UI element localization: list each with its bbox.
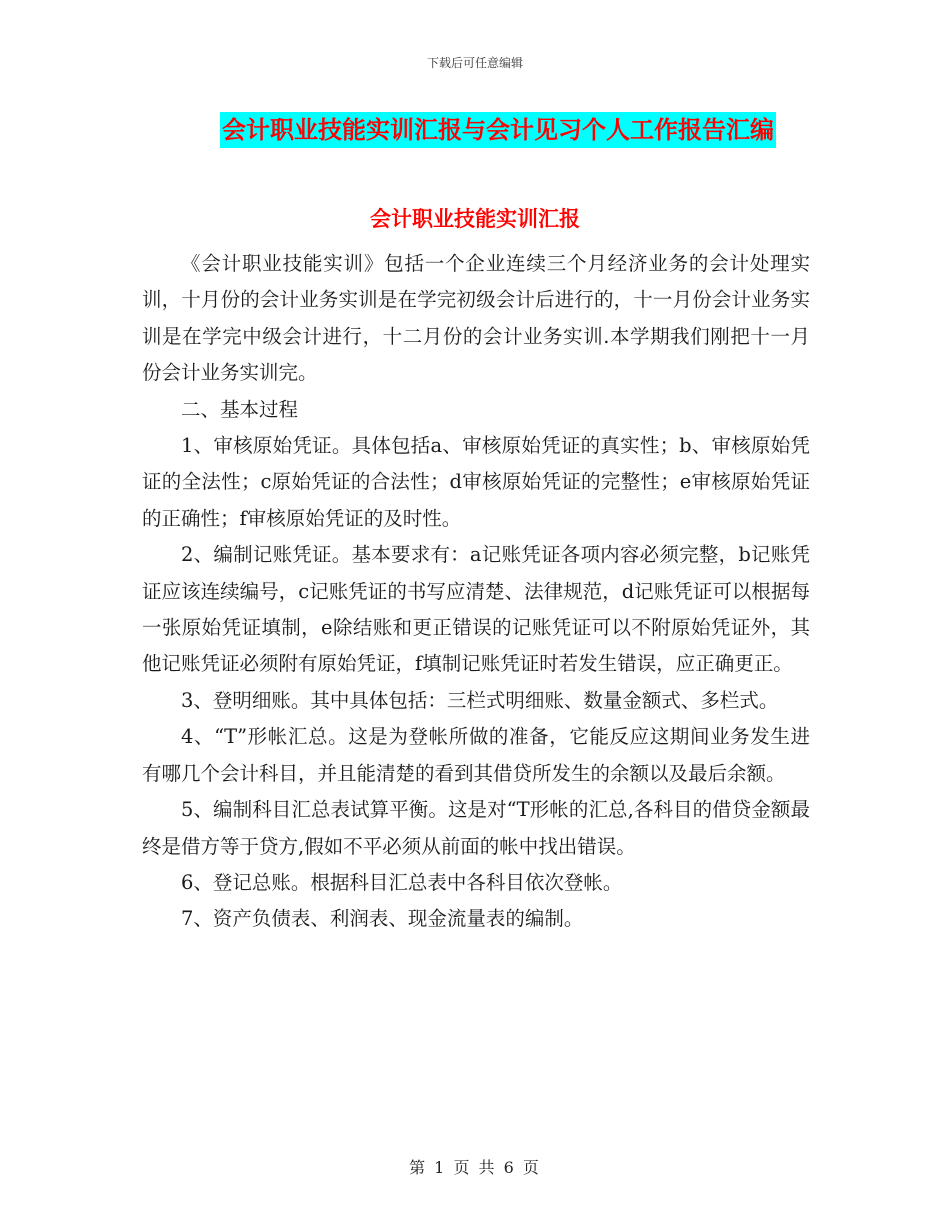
header-note: 下载后可任意编辑	[426, 56, 523, 70]
paragraph-step-4: 4、“T”形帐汇总。这是为登帐所做的准备，它能反应这期间业务发生进有哪几个会计科目，并且能清楚的看到其借贷所发生的余额以及最后余额。	[142, 725, 810, 785]
page-footer: 第 1 页 共 6 页	[409, 1158, 541, 1177]
paragraph-step-2: 2、编制记账凭证。基本要求有：a记账凭证各项内容必须完整，b记账凭证应该连续编号，c记账凭证的书写应清楚、法律规范，d记账凭证可以根据每一张原始凭证填制，e除结账和更正错误的记账凭证可以不附原始凭证外，其他记账凭证必须附有原始凭证，f填制记账凭证时若发生错误，应正确更正。	[142, 543, 810, 676]
paragraph-step-5: 5、编制科目汇总表试算平衡。这是对“T形帐的汇总,各科目的借贷金额最终是借方等于贷方,假如不平必须从前面的帐中找出错误。	[142, 798, 810, 858]
paragraph-step-6: 6、登记总账。根据科目汇总表中各科目依次登帐。	[181, 870, 623, 894]
paragraph-step-3: 3、登明细账。其中具体包括：三栏式明细账、数量金额式、多栏式。	[181, 688, 779, 712]
main-title: 会计职业技能实训汇报与会计见习个人工作报告汇编	[220, 112, 776, 148]
main-title-wrap	[0, 112, 950, 148]
section-title: 会计职业技能实训汇报	[370, 207, 580, 231]
body-content	[142, 246, 810, 938]
paragraph-intro: 《会计职业技能实训》包括一个企业连续三个月经济业务的会计处理实训，十月份的会计业务实训是在学完初级会计后进行的，十一月份会计业务实训是在学完中级会计进行，十二月份的会计业务实训.本学期我们刚把十一月份会计业务实训完。	[142, 252, 810, 385]
paragraph-heading-basic-process: 二、基本过程	[181, 397, 299, 421]
paragraph-step-7: 7、资产负债表、利润表、现金流量表的编制。	[181, 907, 584, 931]
paragraph-step-1: 1、审核原始凭证。具体包括a、审核原始凭证的真实性；b、审核原始凭证的全法性；c原始凭证的合法性；d审核原始凭证的完整性；e审核原始凭证的正确性；f审核原始凭证的及时性。	[142, 434, 810, 530]
